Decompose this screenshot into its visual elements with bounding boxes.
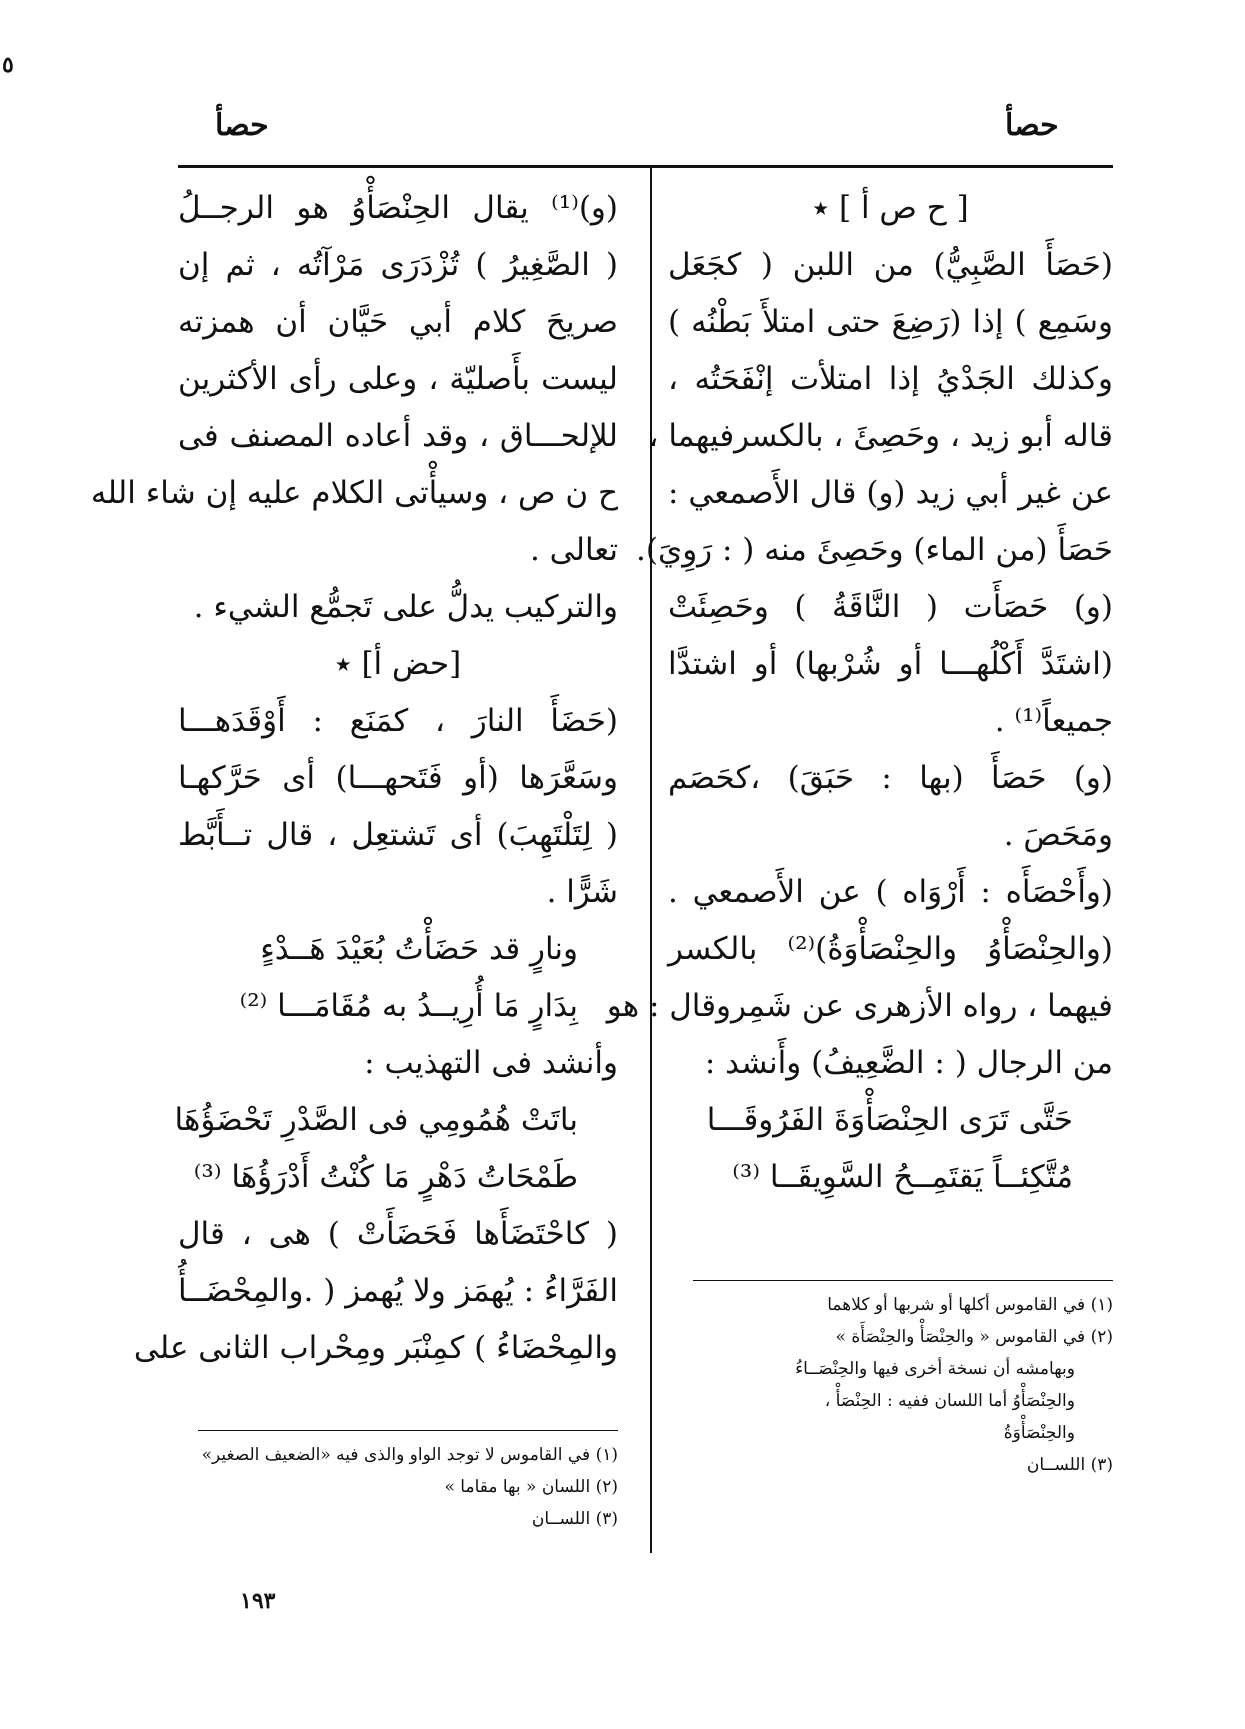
entry-heading: [حض أ] ٭ (334, 646, 462, 682)
page-number: ١٩٣ (240, 1588, 276, 1614)
text-line: صريحَ كلام أبي حَيَّان أن همزته (178, 304, 618, 340)
margin-mark: ٥ (2, 52, 14, 78)
column-divider (650, 168, 652, 1553)
text-line: الفَرَّاءُ : يُهمَز ولا يُهمز ( .والمِحْضَــأُ (178, 1273, 618, 1309)
verse-line: مُتَّكِئــاً يَقتَمِــحُ السَّوِيقَــا ⁽³⁾ (732, 1159, 1073, 1195)
text-line: وسَعَّرَها (أو فَتَحهـــا) أى حَرَّكهـا (178, 760, 618, 796)
text-line: للإلحـــاق ، وقد أعاده المصنف فى (178, 418, 618, 454)
text-line: والتركيب يدلُّ على تَجمُّع الشيء . (193, 589, 618, 625)
footnote: (٣) اللســان (1026, 1455, 1113, 1475)
text-line: شَرًّا . (546, 874, 618, 910)
left-column (90, 180, 618, 1377)
text-line: (اشتَدَّ أَكْلُهـــا أو شُرْبها) أو اشتدَّا (668, 646, 1113, 682)
entry-heading: [ ح ص أ ] ٭ (812, 190, 969, 226)
running-headword-left: حصأ (215, 108, 269, 143)
right-footnotes (668, 1280, 1113, 1481)
footnote: (١) في القاموس لا توجد الواو والذى فيه «الضعيف الصغير» (201, 1445, 618, 1465)
text-line: (و)⁽¹⁾ يقال الحِنْصَأْوُ هو الرجــلُ (178, 190, 618, 226)
running-headword-right: حصأ (1005, 108, 1059, 143)
text-line: ليست بأَصليّة ، وعلى رأى الأكثرين (178, 361, 618, 397)
header-rule (178, 165, 1113, 168)
text-line: والمِحْضَاءُ ) كمِنْبَر ومِحْراب الثانى على (133, 1330, 618, 1366)
text-line: ( الصَّغِيرُ ) تُزْدَرَى مَرْآتُه ، ثم إن (178, 247, 618, 283)
left-footnotes (178, 1430, 618, 1535)
right-column (606, 180, 1113, 1206)
footnote: (٣) اللســان (531, 1509, 618, 1529)
verse-line: ونارٍ قد حَضَأْتُ بُعَيْدَ هَــدْءٍ (260, 931, 578, 967)
text-line: جميعاً⁽¹⁾ . (994, 703, 1113, 739)
footnote: والحِنْصَأْوَةُ (1003, 1423, 1075, 1443)
text-line: قاله أبو زيد ، وحَصِئَ ، بالكسرفيهما ، (648, 418, 1113, 454)
text-line: (و) حَصَأَ (بها : حَبَقَ) ،كحَصَم (668, 760, 1113, 796)
text-line: ( لِتَلْتَهِبَ) أى تَشتعِل ، قال تــأَبَّط (178, 817, 618, 853)
footnote: وبهامشه أن نسخة أخرى فيها والحِنْصَــاءُ (795, 1359, 1075, 1379)
text-line: (حَضَأَ النارَ ، كمَنَع : أَوْقَدَهـــا (178, 703, 618, 739)
text-line: وسَمِع ) إذا (رَضِعَ حتى امتلأَ بَطْنُه ) (668, 304, 1113, 340)
verse-line: حَتَّى تَرَى الحِنْصَأْوَةَ الفَرُوقَـــا (706, 1102, 1073, 1138)
text-line: تعالى . (529, 532, 618, 568)
text-line: (و) حَصَأَت ( النَّاقَةُ ) وحَصِئَتْ (668, 589, 1113, 625)
footnote-rule (693, 1280, 1113, 1281)
text-line: وكذلك الجَدْيُ إذا امتلأت إنْفَحَتُه ، (668, 361, 1113, 397)
text-line: (والحِنْصَأْوُ والحِنْصَأْوَةُ)⁽²⁾ بالكسر (668, 931, 1113, 967)
text-line: من الرجال ( : الضَّعِيفُ) وأَنشد : (704, 1045, 1113, 1081)
verse-line: طَمْحَاتُ دَهْرٍ مَا كُنْتُ أَدْرَؤُهَا ⁽³⁾ (193, 1159, 578, 1195)
footnote: (١) في القاموس أكلها أو شربها أو كلاهما (827, 1295, 1113, 1315)
footnote: (٢) اللسان « بها مقاما » (444, 1477, 618, 1497)
text-line: (وأَحْصَأَه : أَرْوَاه ) عن الأَصمعي . (668, 874, 1113, 910)
text-line: فيهما ، رواه الأزهرى عن شَمِروقال : هو (606, 988, 1113, 1024)
text-line: ح ن ص ، وسيأْتى الكلام عليه إن شاء الله (90, 475, 618, 511)
footnote: (٢) في القاموس « والحِنْصَأْ والحِنْصَأَة » (835, 1327, 1113, 1347)
text-line: عن غير أبي زيد (و) قال الأَصمعي : (668, 475, 1113, 511)
text-line: ( كاحْتَضَأَها فَحَضَأَتْ ) هى ، قال (178, 1216, 618, 1252)
text-line: وأنشد فى التهذيب : (364, 1045, 618, 1081)
verse-line: باتَتْ هُمُومِي فى الصَّدْرِ تَحْضَؤُهَا (174, 1102, 578, 1138)
text-line: (حَصَأَ الصَّبِيُّ) من اللبن ( كجَعَل (668, 247, 1113, 283)
footnote: والحِنْصَأْوُ أما اللسان ففيه : الحِنْصَأْ ، (824, 1391, 1075, 1411)
text-line: ومَحَصَ . (1003, 817, 1113, 853)
footnote-rule (198, 1430, 618, 1431)
text-line: حَصَأَ (من الماء) وحَصِئَ منه ( : رَوِيَ). (636, 532, 1113, 568)
verse-line: بِدَارٍ مَا أُرِيــدُ به مُقَامَـــا ⁽²⁾ (239, 988, 578, 1024)
